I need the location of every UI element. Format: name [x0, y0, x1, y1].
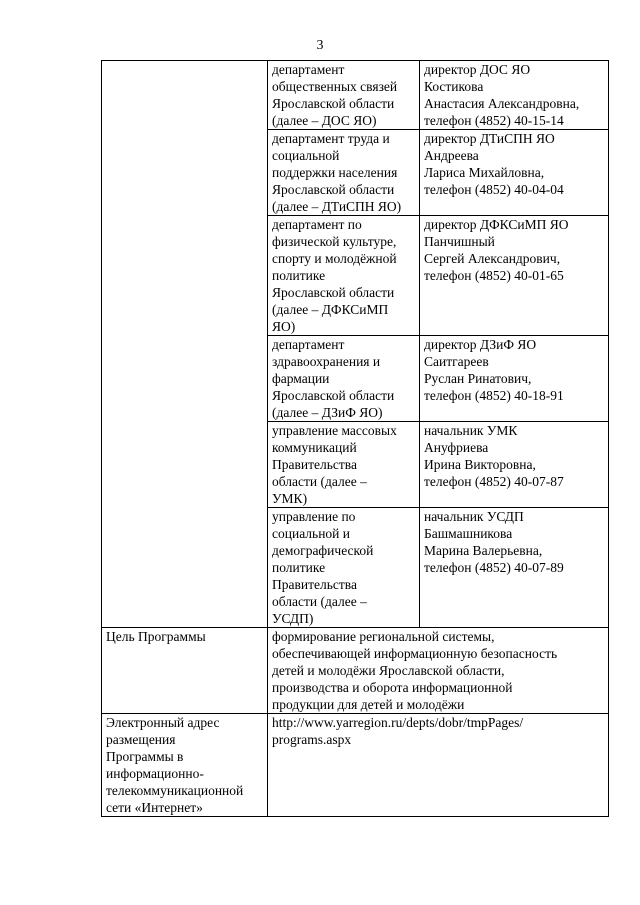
- address-label-cell: Электронный адрес размещения Программы в информационно- телекоммуникационной сети «Интернет»: [102, 714, 268, 817]
- goal-text-cell: формирование региональной системы, обеспечивающей информационную безопасность детей и молодёжи Ярославской области, производства и оборота информационной продукции для детей и молодёжи: [268, 628, 609, 714]
- table-row: [102, 714, 609, 817]
- empty-label-cell: [102, 61, 268, 628]
- department-name-cell: департамент по физической культуре, спорту и молодёжной политике Ярославской области (далее – ДФКСиМП ЯО): [268, 216, 420, 336]
- department-contact-cell: начальник УСДП Башмашникова Марина Валерьевна, телефон (4852) 40-07-89: [420, 508, 609, 628]
- page-number: 3: [316, 38, 324, 53]
- program-url-link[interactable]: http://www.yarregion.ru/depts/dobr/tmpPages/ programs.aspx: [268, 714, 609, 817]
- department-name-cell: управление массовых коммуникаций Правительства области (далее – УМК): [268, 422, 420, 508]
- department-contact-cell: директор ДФКСиМП ЯО Панчишный Сергей Александрович, телефон (4852) 40-01-65: [420, 216, 609, 336]
- table-row: [102, 628, 609, 714]
- goal-label-cell: Цель Программы: [102, 628, 268, 714]
- department-name-cell: департамент общественных связей Ярославской области (далее – ДОС ЯО): [268, 61, 420, 130]
- department-contact-cell: начальник УМК Ануфриева Ирина Викторовна, телефон (4852) 40-07-87: [420, 422, 609, 508]
- department-contact-cell: директор ДЗиФ ЯО Саитгареев Руслан Ринатович, телефон (4852) 40-18-91: [420, 336, 609, 422]
- department-name-cell: департамент здравоохранения и фармации Ярославской области (далее – ДЗиФ ЯО): [268, 336, 420, 422]
- table-row: [102, 61, 609, 130]
- department-contact-cell: директор ДТиСПН ЯО Андреева Лариса Михайловна, телефон (4852) 40-04-04: [420, 130, 609, 216]
- department-name-cell: управление по социальной и демографической политике Правительства области (далее – УСДП): [268, 508, 420, 628]
- department-contact-cell: директор ДОС ЯО Костикова Анастасия Александровна, телефон (4852) 40-15-14: [420, 61, 609, 130]
- program-passport-table: [101, 60, 609, 817]
- department-name-cell: департамент труда и социальной поддержки населения Ярославской области (далее – ДТиСПН ЯО): [268, 130, 420, 216]
